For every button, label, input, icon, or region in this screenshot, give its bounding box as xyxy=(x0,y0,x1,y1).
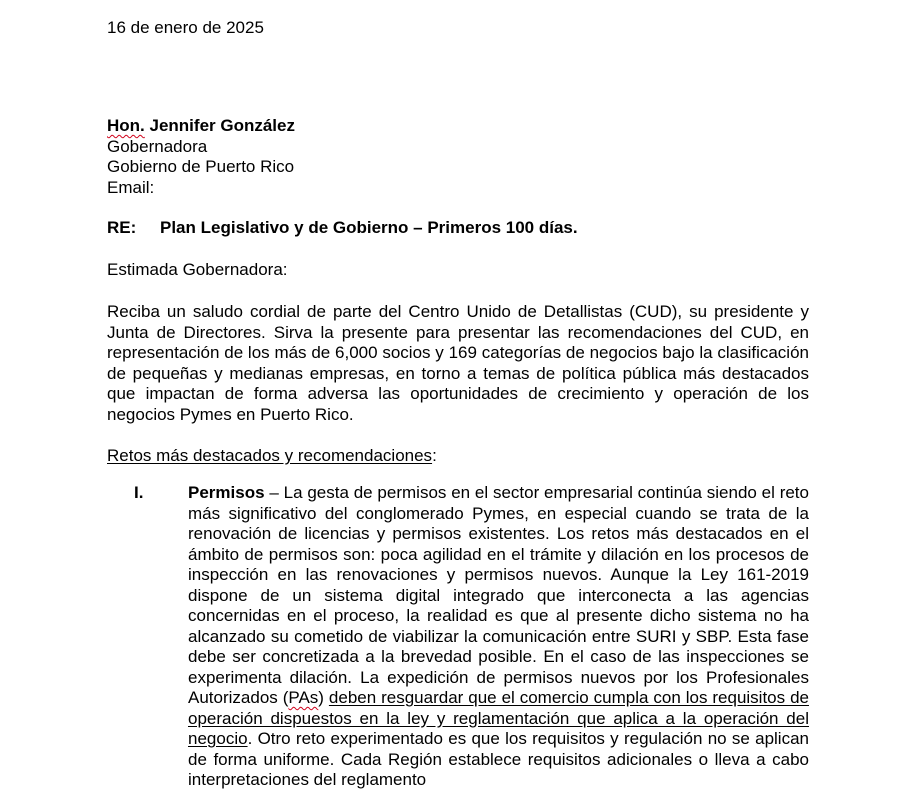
addressee-title: Gobernadora xyxy=(107,136,208,156)
list-item-number: I. xyxy=(134,483,144,502)
addressee-organization: Gobierno de Puerto Rico xyxy=(107,157,295,176)
addressee-block xyxy=(107,116,295,198)
list-item-title: Permisos xyxy=(188,483,265,502)
addressee-name xyxy=(107,116,295,137)
section-heading-colon: : xyxy=(432,446,437,465)
section-heading xyxy=(107,446,437,467)
re-line xyxy=(107,218,578,239)
salutation: Estimada Gobernadora: xyxy=(107,260,288,279)
addressee-email-label: Email: xyxy=(107,177,155,197)
list-item-text-3: . Otro reto experimentado es que los requisitos y regulación no se aplican de forma uniforme. Cada Región establece requisitos adicionales o lleva a cabo interpretaciones del reglamento xyxy=(188,729,809,789)
letter-date: 16 de enero de 2025 xyxy=(107,18,264,37)
addressee-fullname: Jennifer González xyxy=(144,116,295,135)
addressee-honorific: Hon. xyxy=(107,116,145,135)
section-heading-text: Retos más destacados y recomendaciones xyxy=(107,446,433,465)
re-subject: Plan Legislativo y de Gobierno – Primeros 100 días. xyxy=(160,218,578,237)
list-item-body xyxy=(188,483,809,791)
intro-paragraph: Reciba un saludo cordial de parte del Centro Unido de Detallistas (CUD), su presidente y Junta de Directores. Sirva la presente para presentar las recomendaciones del CUD, en representación de los más de 6,000 socios y 169 categorías de negocios bajo la clasificación de pequeñas y medianas empresas, en torno a temas de política pública más destacados que impactan de forma adversa las oportunidades de crecimiento y operación de los negocios Pymes en Puerto Rico. xyxy=(107,302,809,424)
list-item-text-2: ) xyxy=(318,688,329,707)
list-item-underlined-text: deben resguardar que el comercio cumpla con los requisitos de operación dispuestos en la ley y reglamentación que aplica a la operación del negocio xyxy=(188,688,809,748)
re-label: RE: xyxy=(107,218,137,237)
list-item-text-1: – La gesta de permisos en el sector empresarial continúa siendo el reto más significativo del conglomerado Pymes, en especial cuando se trata de la renovación de licencias y permisos existentes. Los retos más destacados en el ámbito de permisos son: poca agilidad en el trámite y dilación en los procesos de inspección en las renovaciones y permisos nuevos. Aunque la Ley 161-2019 dispone de un sistema digital integrado que interconecta a las agencias concernidas en el proceso, la realidad es que al presente dicho sistema no ha alcanzado su cometido de viabilizar la comunicación entre SURI y SBP. Esta fase debe ser concretizada a la brevedad posible. En el caso de las inspecciones se experimenta dilación. La expedición de permisos nuevos por los Profesionales Autorizados ( xyxy=(188,483,809,707)
list-item-abbr: PAs xyxy=(288,688,319,707)
